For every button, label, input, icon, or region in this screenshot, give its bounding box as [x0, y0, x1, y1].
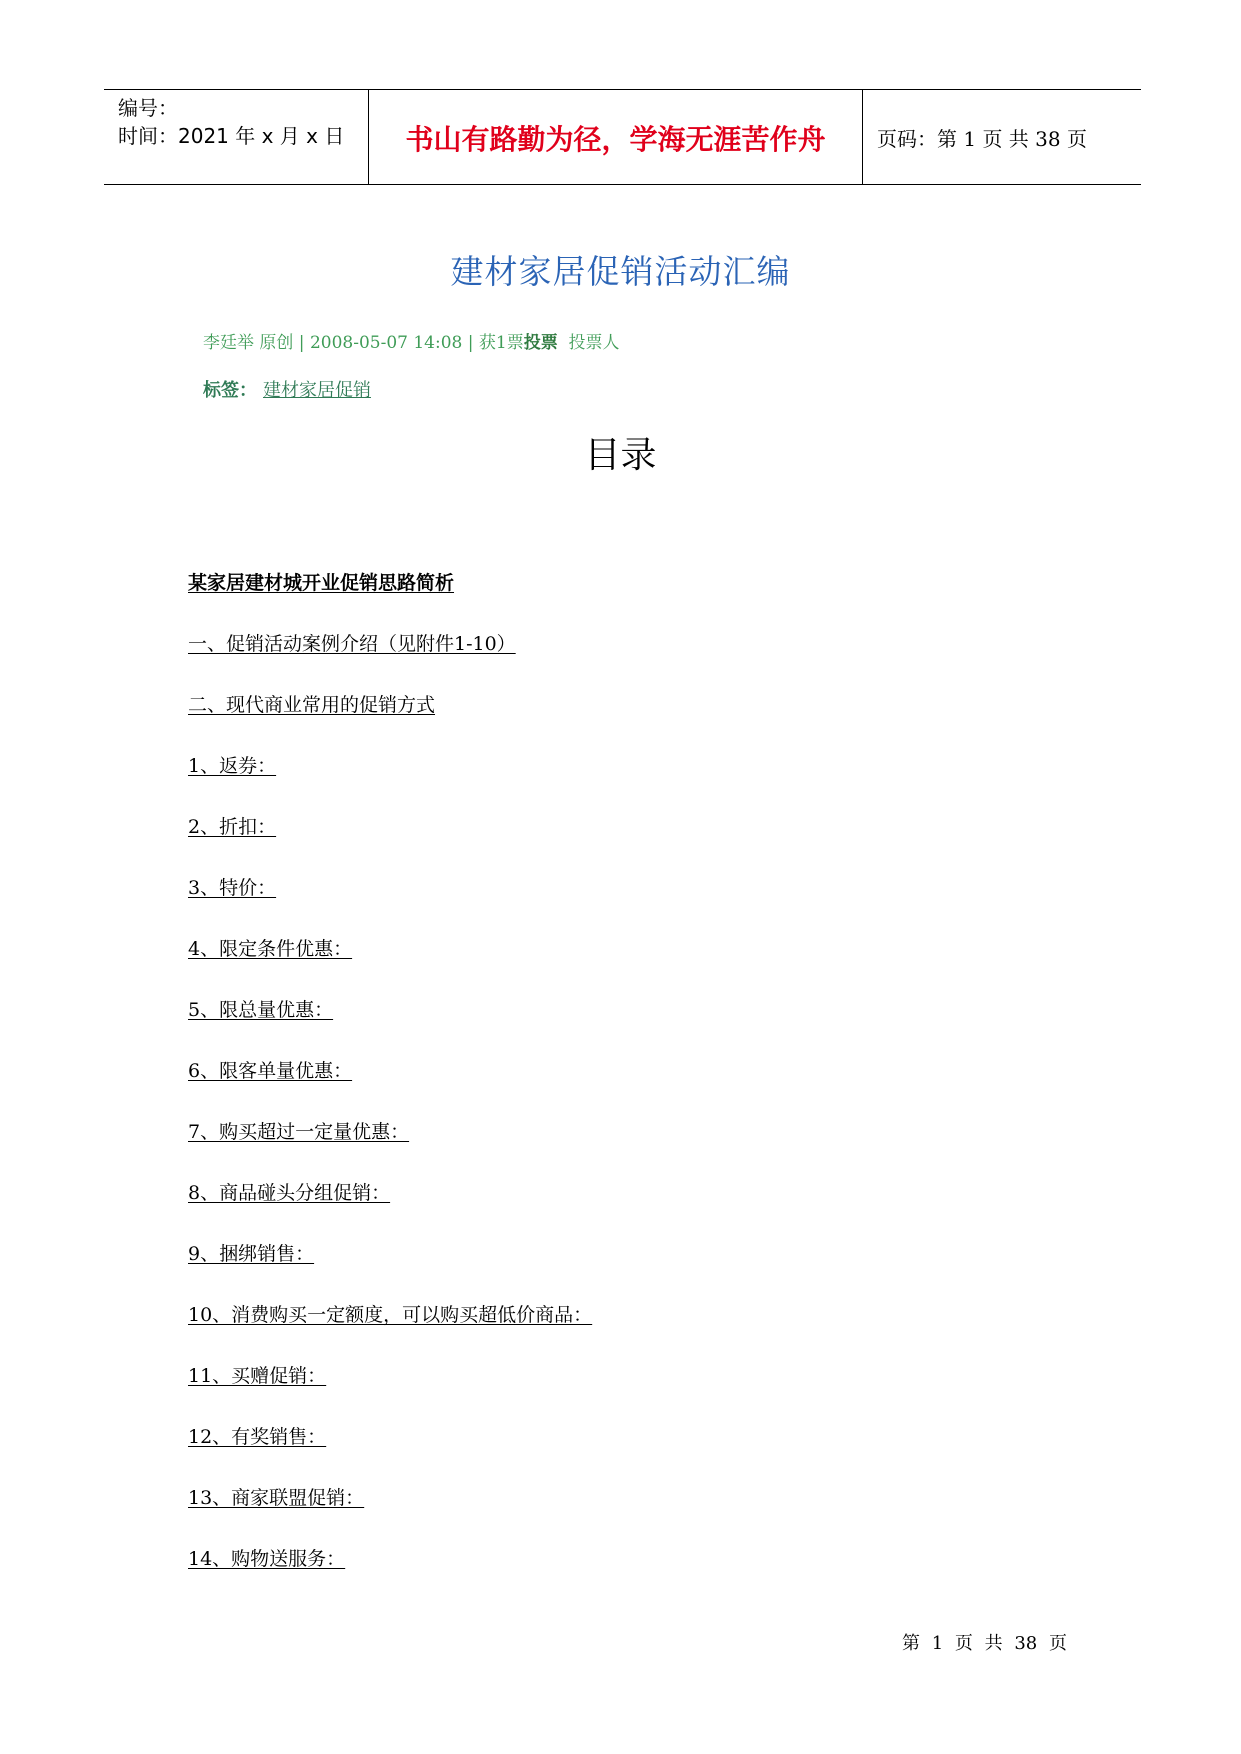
tags-label: 标签： — [203, 380, 257, 401]
toc-item[interactable]: 12、有奖销售： — [188, 1426, 327, 1448]
header-page-cell — [863, 90, 1141, 184]
vote-link[interactable]: 投票 — [523, 333, 558, 353]
toc-item[interactable]: 14、购物送服务： — [188, 1548, 346, 1570]
document-header-table — [104, 89, 1141, 185]
toc-item[interactable]: 二、现代商业常用的促销方式 — [188, 694, 436, 716]
toc-item[interactable]: 11、买赠促销： — [188, 1365, 327, 1387]
header-info-cell — [104, 90, 369, 184]
header-page-number: 页码：第 1 页 共 38 页 — [877, 127, 1087, 151]
article-tags — [203, 376, 371, 402]
tag-link[interactable]: 建材家居促销 — [263, 380, 371, 401]
voters-link[interactable]: 投票人 — [568, 333, 620, 353]
article-title: 建材家居促销活动汇编 — [450, 252, 791, 291]
toc-item[interactable]: 4、限定条件优惠： — [188, 938, 353, 960]
time-label: 时间：2021 年 x 月 x 日 — [118, 124, 345, 148]
toc-item[interactable]: 9、捆绑销售： — [188, 1243, 315, 1265]
toc-item[interactable]: 1、返券： — [188, 755, 277, 777]
serial-number-label: 编号： — [118, 96, 178, 120]
motto-text: 书山有路勤为径，学海无涯苦作舟 — [405, 123, 826, 156]
meta-author-date: 李廷举 原创 | 2008-05-07 14:08 | 获1票 — [203, 333, 524, 353]
footer-page-number: 第 1 页 共 38 页 — [902, 1633, 1067, 1654]
toc-item[interactable]: 一、促销活动案例介绍（见附件1-10） — [188, 633, 516, 655]
toc-item[interactable]: 13、商家联盟促销： — [188, 1487, 365, 1509]
toc-item[interactable]: 3、特价： — [188, 877, 277, 899]
toc-item[interactable]: 8、商品碰头分组促销： — [188, 1182, 391, 1204]
toc-item[interactable]: 7、购买超过一定量优惠： — [188, 1121, 410, 1143]
header-motto-cell — [369, 90, 863, 184]
toc-item[interactable]: 某家居建材城开业促销思路简析 — [188, 572, 455, 594]
toc-heading: 目录 — [584, 435, 657, 476]
article-meta — [203, 328, 620, 353]
toc-item[interactable]: 5、限总量优惠： — [188, 999, 334, 1021]
toc-item[interactable]: 10、消费购买一定额度，可以购买超低价商品： — [188, 1304, 593, 1326]
toc-item[interactable]: 6、限客单量优惠： — [188, 1060, 353, 1082]
toc-item[interactable]: 2、折扣： — [188, 816, 277, 838]
